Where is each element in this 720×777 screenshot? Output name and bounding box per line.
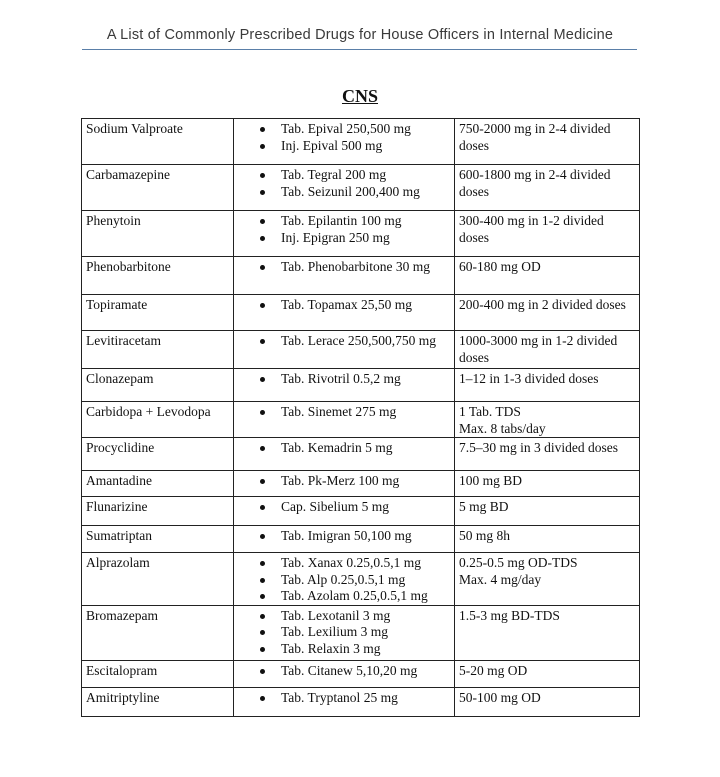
dose-cell: 60-180 mg OD: [455, 257, 640, 295]
brand-cell: [234, 605, 455, 660]
brand-list: [238, 528, 450, 545]
brand-cell: [234, 471, 455, 497]
brand-cell: [234, 660, 455, 687]
drug-table: [81, 118, 640, 717]
dose-line: 0.25-0.5 mg OD-TDS: [459, 555, 578, 570]
brand-item: Tab. Seizunil 200,400 mg: [238, 184, 450, 201]
table-row: [82, 295, 640, 331]
dose-cell: 7.5–30 mg in 3 divided doses: [455, 438, 640, 471]
brand-item: Tab. Pk-Merz 100 mg: [238, 473, 450, 490]
drug-name-cell: Escitalopram: [82, 660, 234, 687]
dose-line: Max. 4 mg/day: [459, 571, 542, 587]
table-row: [82, 211, 640, 257]
brand-item: Tab. Rivotril 0.5,2 mg: [238, 371, 450, 388]
brand-item: Tab. Tryptanol 25 mg: [238, 690, 450, 707]
brand-item: Tab. Phenobarbitone 30 mg: [238, 259, 450, 276]
brand-item: Tab. Lexilium 3 mg: [238, 624, 450, 641]
dose-cell: 50 mg 8h: [455, 526, 640, 553]
dose-cell: 600-1800 mg in 2-4 divided doses: [455, 165, 640, 211]
brand-list: [238, 167, 450, 200]
drug-table-body: [82, 119, 640, 717]
brand-list: [238, 371, 450, 388]
dose-cell: 1–12 in 1-3 divided doses: [455, 369, 640, 402]
dose-cell: 5-20 mg OD: [455, 660, 640, 687]
brand-item: Cap. Sibelium 5 mg: [238, 499, 450, 516]
table-row: [82, 165, 640, 211]
brand-item: Tab. Topamax 25,50 mg: [238, 297, 450, 314]
brand-item: Tab. Epival 250,500 mg: [238, 121, 450, 138]
brand-item: Tab. Sinemet 275 mg: [238, 404, 450, 421]
table-row: [82, 369, 640, 402]
dose-line: Max. 8 tabs/day: [459, 420, 546, 436]
drug-name-cell: Procyclidine: [82, 438, 234, 471]
brand-cell: [234, 211, 455, 257]
dose-cell: 100 mg BD: [455, 471, 640, 497]
brand-item: Tab. Alp 0.25,0.5,1 mg: [238, 572, 450, 589]
brand-list: [238, 333, 450, 350]
drug-name-cell: Amantadine: [82, 471, 234, 497]
brand-cell: [234, 369, 455, 402]
brand-item: Inj. Epival 500 mg: [238, 138, 450, 155]
table-row: [82, 471, 640, 497]
dose-cell: 1000-3000 mg in 1-2 divided doses: [455, 331, 640, 369]
table-row: [82, 553, 640, 606]
drug-name-cell: Carbidopa + Levodopa: [82, 402, 234, 438]
table-row: [82, 660, 640, 687]
dose-cell: 300-400 mg in 1-2 divided doses: [455, 211, 640, 257]
brand-list: [238, 473, 450, 490]
brand-cell: [234, 402, 455, 438]
table-row: [82, 605, 640, 660]
brand-item: Tab. Tegral 200 mg: [238, 167, 450, 184]
header-divider: [82, 49, 637, 50]
brand-list: [238, 608, 450, 658]
brand-cell: [234, 295, 455, 331]
brand-item: Tab. Xanax 0.25,0.5,1 mg: [238, 555, 450, 572]
brand-list: [238, 297, 450, 314]
brand-cell: [234, 497, 455, 526]
dose-line: 1 Tab. TDS: [459, 404, 521, 419]
brand-list: [238, 440, 450, 457]
brand-list: [238, 404, 450, 421]
brand-list: [238, 499, 450, 516]
table-row: [82, 119, 640, 165]
drug-name-cell: Carbamazepine: [82, 165, 234, 211]
brand-item: Tab. Relaxin 3 mg: [238, 641, 450, 658]
brand-cell: [234, 331, 455, 369]
brand-item: Tab. Citanew 5,10,20 mg: [238, 663, 450, 680]
dose-cell: 750-2000 mg in 2-4 divided doses: [455, 119, 640, 165]
brand-list: [238, 555, 450, 605]
brand-list: [238, 690, 450, 707]
table-row: [82, 497, 640, 526]
brand-list: [238, 213, 450, 246]
brand-cell: [234, 553, 455, 606]
brand-list: [238, 663, 450, 680]
drug-name-cell: Flunarizine: [82, 497, 234, 526]
brand-cell: [234, 257, 455, 295]
drug-name-cell: Clonazepam: [82, 369, 234, 402]
table-row: [82, 438, 640, 471]
drug-name-cell: Amitriptyline: [82, 687, 234, 716]
section-title: CNS: [341, 86, 378, 106]
document-header: A List of Commonly Prescribed Drugs for House Officers in Internal Medicine: [106, 27, 614, 43]
drug-name-cell: Phenobarbitone: [82, 257, 234, 295]
brand-cell: [234, 119, 455, 165]
dose-cell: 1.5-3 mg BD-TDS: [455, 605, 640, 660]
brand-cell: [234, 526, 455, 553]
brand-list: [238, 259, 450, 276]
brand-item: Tab. Imigran 50,100 mg: [238, 528, 450, 545]
brand-item: Tab. Lexotanil 3 mg: [238, 608, 450, 625]
dose-cell: 200-400 mg in 2 divided doses: [455, 295, 640, 331]
brand-item: Tab. Kemadrin 5 mg: [238, 440, 450, 457]
brand-item: Inj. Epigran 250 mg: [238, 230, 450, 247]
table-row: [82, 257, 640, 295]
dose-cell: [455, 402, 640, 438]
drug-name-cell: Topiramate: [82, 295, 234, 331]
brand-list: [238, 121, 450, 154]
dose-cell: 50-100 mg OD: [455, 687, 640, 716]
brand-item: Tab. Lerace 250,500,750 mg: [238, 333, 450, 350]
table-row: [82, 526, 640, 553]
drug-name-cell: Phenytoin: [82, 211, 234, 257]
dose-cell: 5 mg BD: [455, 497, 640, 526]
brand-item: Tab. Azolam 0.25,0.5,1 mg: [238, 588, 450, 605]
brand-item: Tab. Epilantin 100 mg: [238, 213, 450, 230]
drug-name-cell: Levitiracetam: [82, 331, 234, 369]
drug-name-cell: Sodium Valproate: [82, 119, 234, 165]
drug-name-cell: Sumatriptan: [82, 526, 234, 553]
brand-cell: [234, 438, 455, 471]
table-row: [82, 402, 640, 438]
drug-name-cell: Bromazepam: [82, 605, 234, 660]
table-row: [82, 331, 640, 369]
brand-cell: [234, 687, 455, 716]
table-row: [82, 687, 640, 716]
drug-name-cell: Alprazolam: [82, 553, 234, 606]
dose-cell: [455, 553, 640, 606]
brand-cell: [234, 165, 455, 211]
